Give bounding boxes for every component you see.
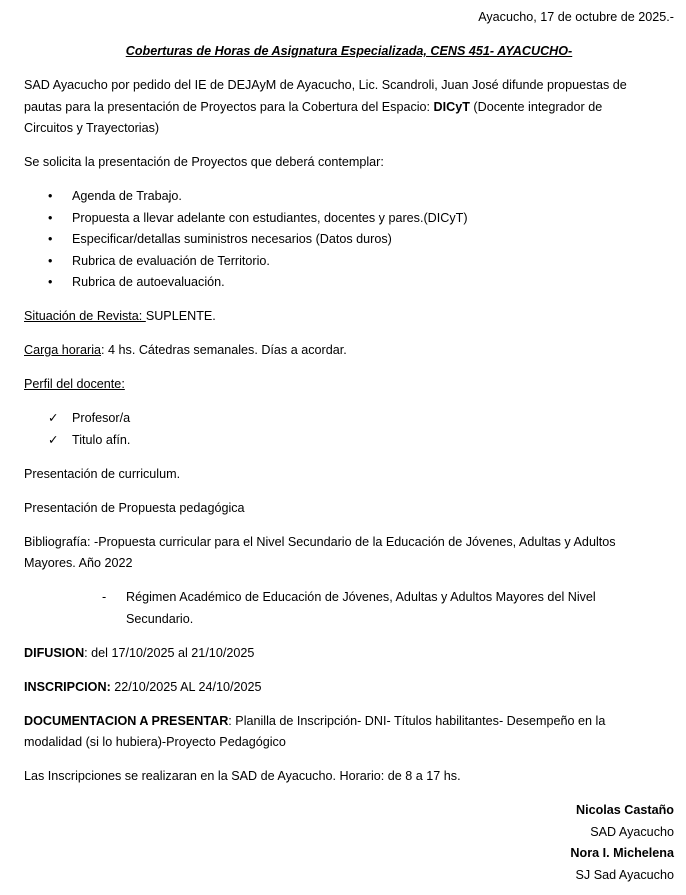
propuesta: Presentación de Propuesta pedagógica: [24, 500, 245, 515]
difusion: DIFUSION: del 17/10/2025 al 21/10/2025: [24, 645, 255, 660]
lugar-horario: Las Inscripciones se realizaran en la SAD de Ayacucho. Horario: de 8 a 17 hs.: [24, 769, 461, 783]
situacion-revista: Situación de Revista: SUPLENTE.: [24, 309, 216, 323]
date: Ayacucho, 17 de octubre de 2025.-: [478, 10, 674, 24]
bullet-icon: •: [48, 253, 53, 268]
list-item: ✓ Profesor/a: [24, 408, 674, 430]
signer-role: SAD Ayacucho: [590, 824, 674, 839]
perfil-list: [24, 408, 674, 451]
request-text: Se solicita la presentación de Proyectos que deberá contemplar:: [24, 155, 384, 169]
bullet-icon: •: [48, 232, 53, 246]
signer-role: SJ Sad Ayacucho: [575, 867, 674, 882]
signer-name: Nora I. Michelena: [570, 846, 674, 860]
document-title: Coberturas de Horas de Asignatura Especializada, CENS 451- AYACUCHO-: [125, 44, 573, 58]
document: [24, 7, 674, 886]
inscripcion: INSCRIPCION: 22/10/2025 AL 24/10/2025: [24, 679, 262, 694]
carga-horaria: Carga horaria: 4 hs. Cátedras semanales. Días a acordar.: [24, 343, 347, 357]
bullet-icon: •: [48, 275, 53, 289]
list-item: • Agenda de Trabajo.: [24, 186, 674, 208]
check-icon: ✓: [48, 411, 59, 425]
curriculum: Presentación de curriculum.: [24, 466, 181, 481]
bullet-icon: •: [48, 210, 53, 225]
list-item: • Especificar/detallas suministros necesarios (Datos duros): [24, 229, 674, 251]
bibliografia-item: - Régimen Académico de Educación de Jóvenes, Adultas y Adultos Mayores del Nivel Secundario.: [24, 587, 674, 630]
signer-name: Nicolas Castaño: [576, 803, 674, 817]
documentacion: DOCUMENTACION A PRESENTAR: Planilla de Inscripción- DNI- Títulos habilitantes- Desempeño en la modalidad (si lo hubiera)-Proyecto Pedagógico: [24, 713, 606, 749]
signatures: [24, 800, 674, 886]
check-icon: ✓: [48, 432, 59, 447]
dash-icon: -: [102, 590, 107, 604]
bibliografia: Bibliografía: -Propuesta curricular para el Nivel Secundario de la Educación de Jóvenes, Adultas y Adultos Mayores. Año 2022: [24, 534, 616, 570]
list-item: • Propuesta a llevar adelante con estudiantes, docentes y pares.(DICyT): [24, 208, 674, 230]
requirements-list: [24, 186, 674, 294]
intro-paragraph: SAD Ayacucho por pedido del IE de DEJAyM de Ayacucho, Lic. Scandroli, Juan José difunde propuestas de pautas para la presentación de Proyectos para la Cobertura del Espacio: DICyT (Docente integrador de Circuitos y Trayectorias): [24, 78, 627, 135]
bullet-icon: •: [48, 189, 53, 203]
list-item: • Rubrica de autoevaluación.: [24, 272, 674, 294]
perfil-label: Perfil del docente:: [24, 377, 125, 391]
list-item: • Rubrica de evaluación de Territorio.: [24, 251, 674, 273]
list-item: ✓ Titulo afín.: [24, 430, 674, 452]
